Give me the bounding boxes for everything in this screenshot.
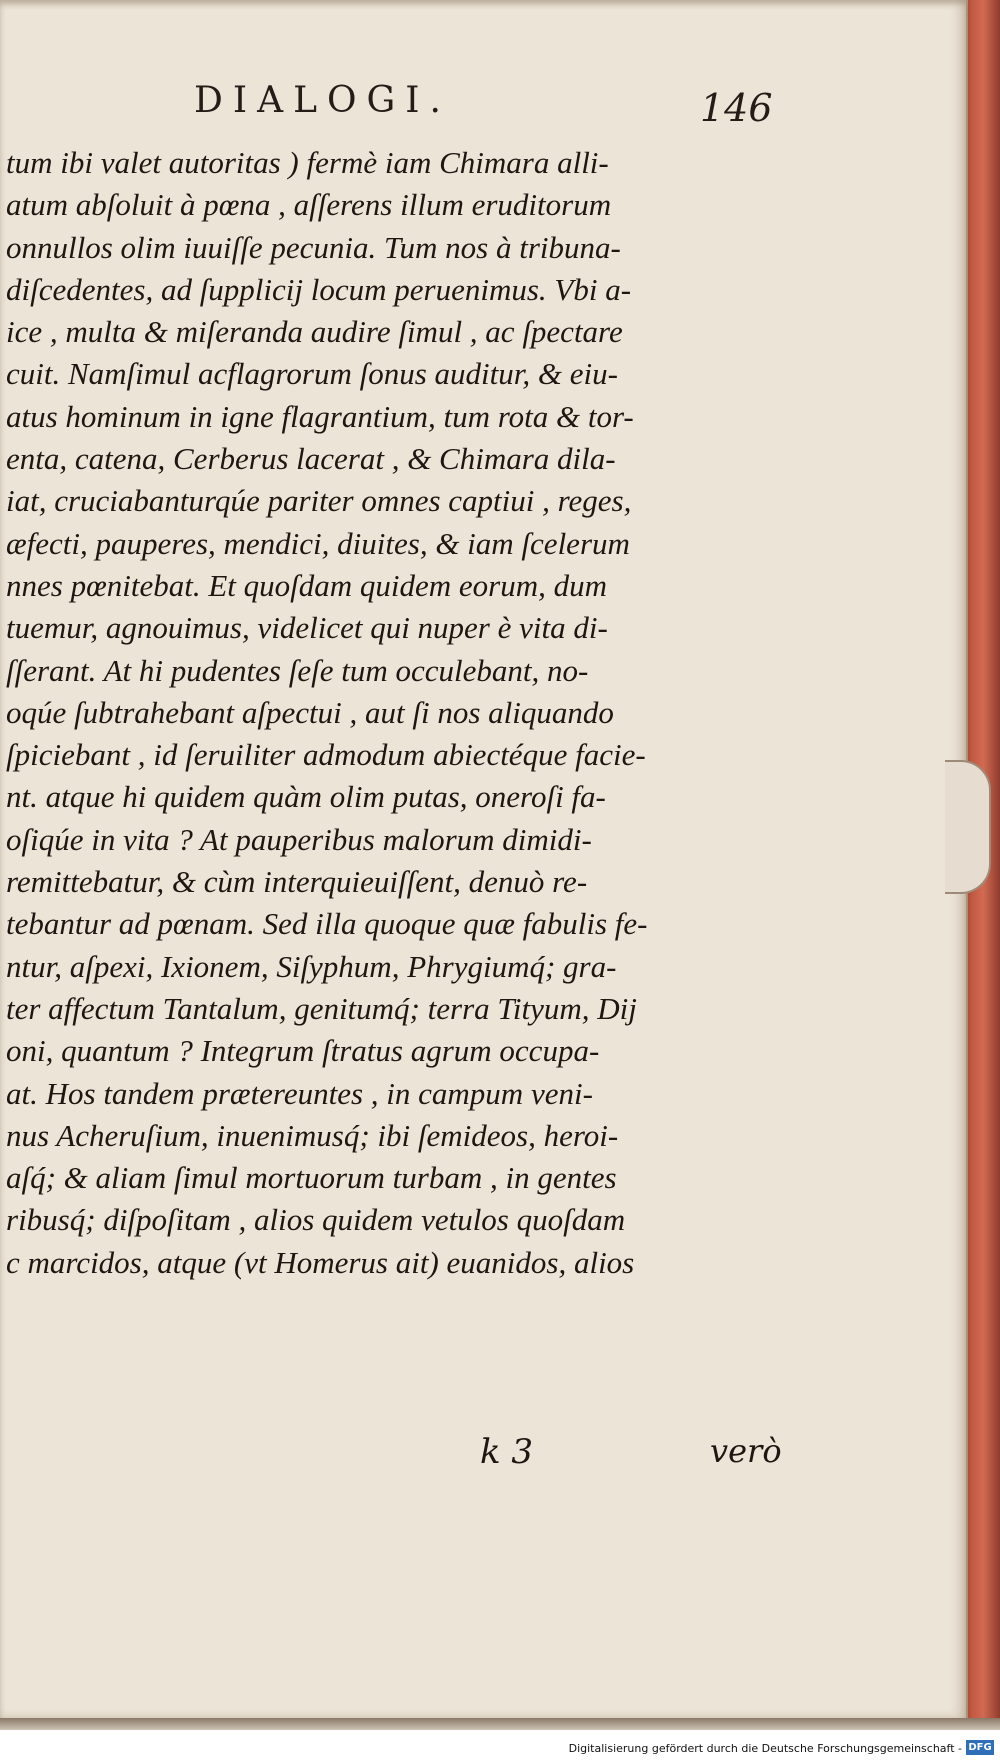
funding-caption: Digitalisierung gefördert durch die Deutsche Forschungsgemeinschaft - — [568, 1742, 962, 1755]
dfg-logo-icon: DFG — [966, 1740, 994, 1755]
text-line: oni, quantum ? Integrum ſtratus agrum occupa- — [6, 1033, 600, 1069]
text-line: diſcedentes, ad ſupplicij locum peruenimus. Vbi a- — [6, 271, 632, 307]
text-line: ter affectum Tantalum, genitumq́; terra Tityum, Dij — [6, 990, 637, 1026]
signature-mark: k 3 — [480, 1432, 534, 1472]
text-line: nus Acheruſium, inuenimusq́; ibi ſemideos, heroi- — [6, 1117, 619, 1153]
text-line: tuemur, agnouimus, videlicet qui nuper è vita di- — [6, 610, 608, 646]
text-line: at. Hos tandem prætereuntes , in campum veni- — [6, 1075, 593, 1111]
text-line: ſpiciebant , id ſeruiliter admodum abiectéque facie- — [6, 737, 646, 773]
running-head: DIALOGI. — [194, 80, 451, 121]
text-line: remittebatur, & cùm interquieuiſſent, denuò re- — [6, 864, 588, 900]
text-line: iat, cruciabanturqúe pariter omnes captiui , reges, — [6, 483, 632, 519]
text-line: atus hominum in igne flagrantium, tum rota & tor- — [6, 398, 634, 434]
text-line: ribusq́; diſpoſitam , alios quidem vetulos quoſdam — [6, 1202, 626, 1238]
page-tab — [945, 760, 991, 894]
text-line: atum abſoluit à pœna , aſſerens illum eruditorum — [6, 187, 612, 223]
text-line: tum ibi valet autoritas ) fermè iam Chimara alli- — [6, 145, 609, 180]
text-line: c marcidos, atque (vt Homerus ait) euanidos, alios — [6, 1244, 635, 1280]
text-line: tebantur ad pœnam. Sed illa quoque quæ fabulis fe- — [6, 906, 648, 942]
text-line: onnullos olim iuuiſſe pecunia. Tum nos à tribuna- — [6, 229, 621, 265]
text-line: æfecti, pauperes, mendici, diuites, & iam ſcelerum — [6, 525, 630, 561]
text-line: cuit. Namſimul acflagrorum ſonus auditur, & eiu- — [6, 356, 618, 392]
text-line: oſiqúe in vita ? At pauperibus malorum dimidi- — [6, 821, 592, 857]
page-bottom-shadow — [0, 1718, 1000, 1730]
text-line: oqúe ſubtrahebant aſpectui , aut ſi nos aliquando — [6, 694, 614, 730]
text-line: nnes pœnitebat. Et quoſdam quidem eorum, dum — [6, 567, 608, 603]
body-text — [6, 142, 776, 1284]
text-line: enta, catena, Cerberus lacerat , & Chimara dila- — [6, 441, 616, 477]
catchword: verò — [710, 1432, 782, 1470]
text-line: ſſerant. At hi pudentes ſeſe tum occulebant, no- — [6, 652, 589, 688]
text-line: ntur, aſpexi, Ixionem, Siſyphum, Phrygiumq́; gra- — [6, 948, 617, 984]
text-line: nt. atque hi quidem quàm olim putas, oneroſi fa- — [6, 779, 606, 815]
page-number: 146 — [700, 86, 773, 130]
text-line: aſq́; & aliam ſimul mortuorum turbam , in gentes — [6, 1160, 617, 1196]
text-line: ice , multa & miſeranda audire ſimul , ac ſpectare — [6, 314, 623, 350]
